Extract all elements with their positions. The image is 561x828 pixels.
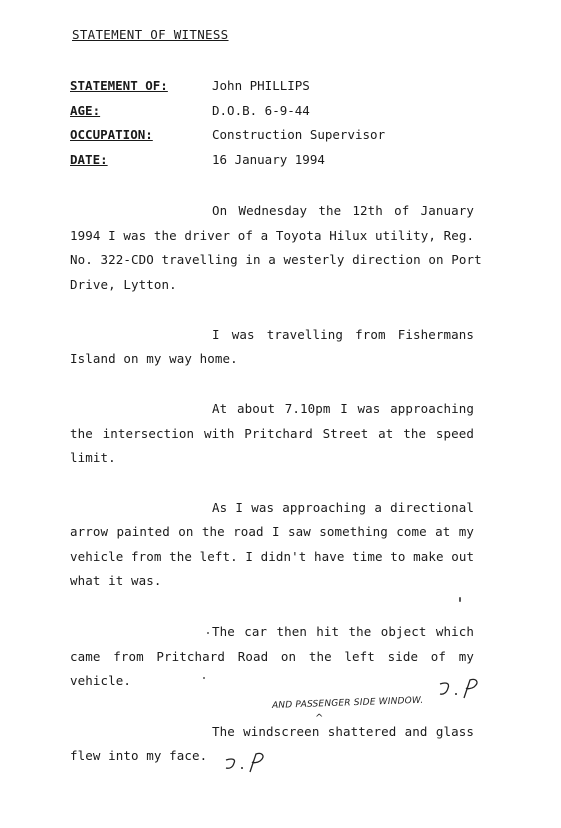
field-label-statement-of: STATEMENT OF: [70, 78, 168, 93]
paragraph-1-line-3: No. 322-CDO travelling in a westerly direction on Port [70, 252, 482, 267]
paragraph-4-line-3: vehicle from the left. I didn't have time to make out [70, 549, 475, 564]
paragraph-4-line-1: As I was approaching a directional [212, 500, 474, 515]
handwritten-initials-2 [222, 750, 270, 776]
field-label-age: AGE: [70, 103, 101, 118]
field-value-statement-of: John PHILLIPS [212, 78, 310, 93]
paragraph-1-line-2: 1994 I was the driver of a Toyota Hilux utility, Reg. [70, 228, 475, 243]
field-value-occupation: Construction Supervisor [212, 127, 386, 142]
scan-speck [459, 597, 461, 602]
field-value-age: D.O.B. 6-9-44 [212, 103, 310, 118]
scan-speck [207, 632, 209, 634]
paragraph-2-line-2: Island on my way home. [70, 351, 238, 366]
paragraph-5-line-1: The car then hit the object which [212, 624, 474, 639]
field-label-occupation: OCCUPATION: [70, 127, 153, 142]
paragraph-3-line-3: limit. [70, 450, 116, 465]
handwritten-initials [436, 676, 484, 702]
paragraph-6-line-1: The windscreen shattered and glass [212, 724, 474, 739]
field-value-date: 16 January 1994 [212, 152, 325, 167]
paragraph-4-line-4: what it was. [70, 573, 162, 588]
insertion-caret-icon: ^ [315, 713, 324, 724]
paragraph-6-line-2: flew into my face. [70, 748, 208, 763]
paragraph-4-line-2: arrow painted on the road I saw something come at my [70, 524, 474, 539]
paragraph-1-line-1: On Wednesday the 12th of January [212, 203, 474, 218]
paragraph-5-line-2: came from Pritchard Road on the left side of my [70, 649, 474, 664]
handwritten-insert: AND PASSENGER SIDE WINDOW. [271, 695, 424, 711]
document-title: STATEMENT OF WITNESS [72, 27, 229, 42]
paragraph-3-line-1: At about 7.10pm I was approaching [212, 401, 474, 416]
scan-speck [203, 677, 205, 679]
field-label-date: DATE: [70, 152, 108, 167]
paragraph-3-line-2: the intersection with Pritchard Street at the speed [70, 426, 474, 441]
paragraph-1-line-4: Drive, Lytton. [70, 277, 177, 292]
paragraph-2-line-1: I was travelling from Fishermans [212, 327, 474, 342]
paragraph-5-line-3: vehicle. [70, 673, 132, 688]
